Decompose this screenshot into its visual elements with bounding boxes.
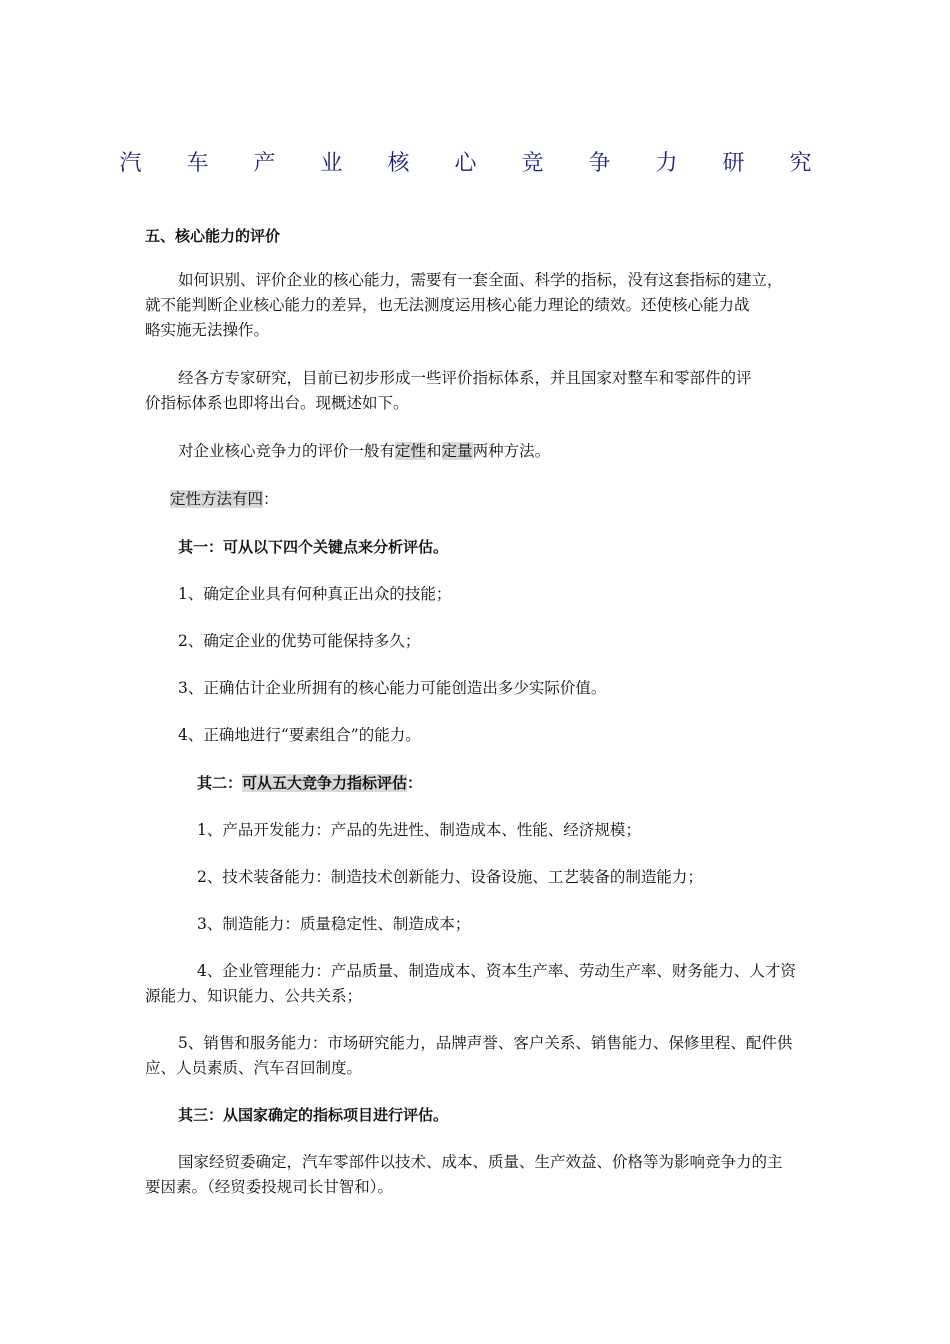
item-2-list-4-line-2: 源能力、知识能力、公共关系； <box>145 987 363 1005</box>
paragraph-last-line-1: 国家经贸委确定，汽车零部件以技术、成本、质量、生产效益、价格等为影响竞争力的主 <box>178 1153 783 1171</box>
item-2-list-2: 2、技术装备能力：制造技术创新能力、设备设施、工艺装备的制造能力； <box>197 868 703 886</box>
qualitative-heading-text: 定性方法有四 <box>170 490 264 508</box>
qualitative-heading-colon: ： <box>263 490 279 508</box>
highlight-quantitative: 定量 <box>441 442 473 460</box>
item-2-list-5-line-1: 5、销售和服务能力：市场研究能力，品牌声誉、客户关系、销售能力、保修里程、配件供 <box>178 1034 793 1052</box>
paragraph-2-line-2: 价指标体系也即将出台。现概述如下。 <box>145 394 409 412</box>
item-2-list-4-line-1: 4、企业管理能力：产品质量、制造成本、资本生产率、劳动生产率、财务能力、人才资 <box>197 962 796 980</box>
paragraph-last-line-2: 要因素。（经贸委投规司长甘智和）。 <box>145 1178 394 1196</box>
item-2-list-5-line-2: 应、人员素质、汽车召回制度。 <box>145 1059 363 1077</box>
item-1-list-1: 1、确定企业具有何种真正出众的技能； <box>178 585 452 603</box>
item-2-list-1: 1、产品开发能力：产品的先进性、制造成本、性能、经济规模； <box>197 821 641 839</box>
paragraph-1-line-2: 就不能判断企业核心能力的差异，也无法测度运用核心能力理论的绩效。还使核心能力战 <box>145 296 750 314</box>
paragraph-3-pre: 对企业核心竞争力的评价一般有 <box>178 442 396 460</box>
item-1-list-2: 2、确定企业的优势可能保持多久； <box>178 632 421 650</box>
highlight-qualitative: 定性 <box>395 442 427 460</box>
paragraph-1-line-1: 如何识别、评价企业的核心能力，需要有一套全面、科学的指标，没有这套指标的建立， <box>178 271 783 289</box>
item-1-list-3: 3、正确估计企业所拥有的核心能力可能创造出多少实际价值。 <box>178 679 607 697</box>
item-1-list-4: 4、正确地进行“要素组合”的能力。 <box>178 726 421 744</box>
item-2-heading-pre: 其二： <box>197 774 243 792</box>
paragraph-2-line-1: 经各方专家研究，目前已初步形成一些评价指标体系，并且国家对整车和零部件的评 <box>178 369 752 387</box>
item-2-list-3: 3、制造能力：质量稳定性、制造成本； <box>197 915 471 933</box>
paragraph-3 <box>178 439 550 464</box>
section-heading: 五、核心能力的评价 <box>145 227 281 245</box>
item-2-heading <box>197 771 422 796</box>
paragraph-3-mid: 和 <box>426 442 442 460</box>
item-1-heading: 其一：可从以下四个关键点来分析评估。 <box>178 538 449 556</box>
qualitative-heading <box>170 487 279 512</box>
paragraph-1-line-3: 略实施无法操作。 <box>145 321 270 339</box>
document-title: 汽 车 产 业 核 心 竞 争 力 研 究 <box>119 151 831 176</box>
item-3-heading: 其三：从国家确定的指标项目进行评估。 <box>178 1106 449 1124</box>
item-2-heading-post: ： <box>407 774 423 792</box>
paragraph-3-post: 两种方法。 <box>472 442 551 460</box>
item-2-heading-highlight: 可从五大竞争力指标评估 <box>242 774 408 792</box>
